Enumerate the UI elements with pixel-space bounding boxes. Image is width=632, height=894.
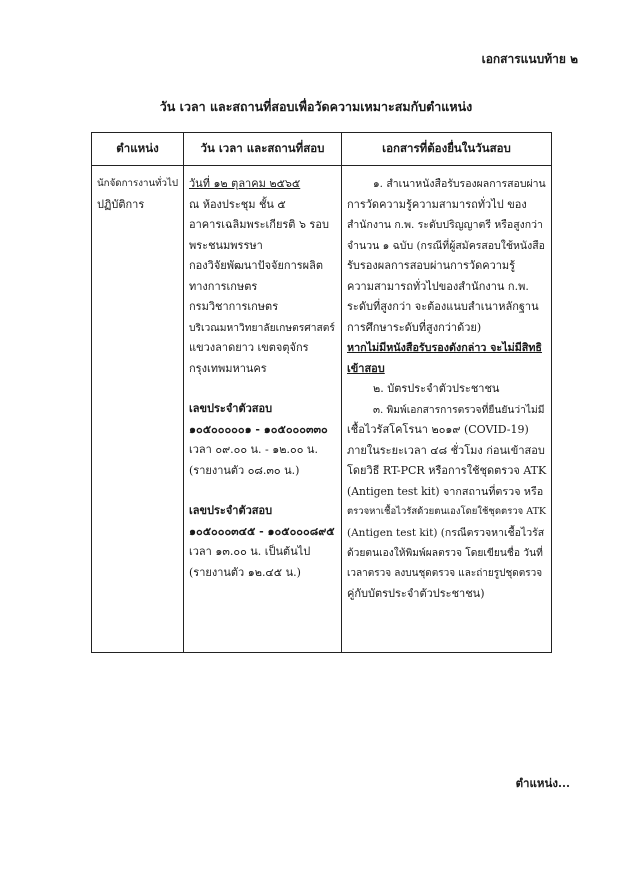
- doc-item3-line: ๓. พิมพ์เอกสารการตรวจที่ยืนยันว่าไม่มี: [373, 403, 545, 416]
- column-header-position: ตำแหน่ง: [92, 133, 184, 166]
- venue-line: แขวงลาดยาว เขตจตุจักร: [189, 341, 309, 354]
- attachment-label: เอกสารแนบท้าย ๒: [481, 52, 578, 66]
- position-line: ปฏิบัติการ: [97, 197, 145, 211]
- doc-item1-line: รับรองผลการสอบผ่านการวัดความรู้: [347, 259, 516, 272]
- column-header-documents: เอกสารที่ต้องยื่นในวันสอบ: [342, 133, 552, 166]
- doc-item1-line: ๑. สำเนาหนังสือรับรองผลการสอบผ่าน: [373, 178, 546, 190]
- venue-line: กองวิจัยพัฒนาปัจจัยการผลิต: [189, 259, 323, 272]
- venue-line: บริเวณมหาวิทยาลัยเกษตรศาสตร์: [189, 321, 335, 334]
- doc-item1-line: สำนักงาน ก.พ. ระดับปริญญาตรี หรือสูงกว่า: [347, 219, 543, 231]
- exam-id-heading: เลขประจำตัวสอบ: [189, 504, 273, 517]
- column-header-schedule: วัน เวลา และสถานที่สอบ: [184, 133, 342, 166]
- schedule-cell: [184, 166, 342, 653]
- doc-item3-line: ด้วยตนเองให้พิมพ์ผลตรวจ โดยเขียนชื่อ วันที่: [347, 547, 543, 559]
- exam-time: เวลา ๑๓.๐๐ น. เป็นต้นไป: [189, 545, 311, 558]
- table-header-row: [92, 133, 552, 166]
- schedule-table: [91, 132, 552, 653]
- position-cell: [92, 166, 184, 653]
- doc-item3-line: ตรวจหาเชื้อไวรัสด้วยตนเองโดยใช้ชุดตรวจ ATK: [347, 506, 547, 517]
- exam-time: เวลา ๐๙.๐๐ น. - ๑๒.๐๐ น.: [189, 443, 318, 456]
- doc-item3-line: โดยวิธี RT-PCR หรือการใช้ชุดตรวจ ATK: [347, 464, 547, 477]
- venue-line: กรุงเทพมหานคร: [189, 361, 267, 375]
- doc-item3-line: เชื้อไวรัสโคโรนา ๒๐๑๙ (COVID-19): [347, 423, 529, 436]
- document-title: วัน เวลา และสถานที่สอบเพื่อวัดความเหมาะสมกับตำแหน่ง: [159, 99, 473, 114]
- table-row: [92, 166, 552, 653]
- doc-item3-line: เวลาตรวจ ลงบนชุดตรวจ และถ่ายรูปชุดตรวจ: [347, 567, 543, 579]
- warning-line: หากไม่มีหนังสือรับรองดังกล่าว จะไม่มีสิทธิ: [347, 341, 542, 354]
- doc-item3-line: คู่กับบัตรประจำตัวประชาชน): [347, 587, 485, 600]
- report-time: (รายงานตัว ๐๘.๓๐ น.): [189, 463, 300, 477]
- doc-item3-line: (Antigen test kit) (กรณีตรวจหาเชื้อไวรัส: [347, 526, 545, 539]
- doc-item3-line: (Antigen test kit) จากสถานที่ตรวจ หรือ: [347, 484, 544, 498]
- exam-id-heading: เลขประจำตัวสอบ: [189, 402, 273, 415]
- doc-item1-line: จำนวน ๑ ฉบับ (กรณีที่ผู้สมัครสอบใช้หนังสือ: [347, 239, 545, 252]
- warning-line: เข้าสอบ: [347, 361, 385, 375]
- venue-line: พระชนมพรรษา: [189, 238, 263, 252]
- doc-item2: ๒. บัตรประจำตัวประชาชน: [373, 382, 500, 395]
- continuation-label: ตำแหน่ง...: [515, 776, 570, 790]
- report-time: (รายงานตัว ๑๒.๔๕ น.): [189, 565, 301, 579]
- exam-id-range: ๑๐๕๐๐๐๐๐๑ - ๑๐๕๐๐๐๓๓๐: [189, 422, 328, 436]
- venue-line: อาคารเฉลิมพระเกียรติ ๖ รอบ: [189, 218, 329, 231]
- doc-item1-line: การศึกษาระดับที่สูงกว่าด้วย): [347, 320, 482, 334]
- doc-item1-line: การวัดความรู้ความสามารถทั่วไป ของ: [347, 197, 527, 211]
- documents-cell: [342, 166, 552, 653]
- exam-id-range: ๑๐๕๐๐๐๓๔๕ - ๑๐๕๐๐๐๘๙๕: [189, 524, 335, 538]
- position-line: นักจัดการงานทั่วไป: [97, 178, 179, 189]
- venue-line: ทางการเกษตร: [189, 279, 258, 293]
- doc-item1-line: ความสามารถทั่วไปของสำนักงาน ก.พ.: [347, 279, 529, 293]
- doc-item1-line: ระดับที่สูงกว่า จะต้องแนบสำเนาหลักฐาน: [347, 300, 539, 313]
- venue-line: ณ ห้องประชุม ชั้น ๕: [189, 197, 286, 211]
- exam-date: วันที่ ๑๒ ตุลาคม ๒๕๖๕: [189, 177, 301, 190]
- venue-line: กรมวิชาการเกษตร: [189, 300, 279, 313]
- doc-item3-line: ภายในระยะเวลา ๔๘ ชั่วโมง ก่อนเข้าสอบ: [347, 443, 545, 457]
